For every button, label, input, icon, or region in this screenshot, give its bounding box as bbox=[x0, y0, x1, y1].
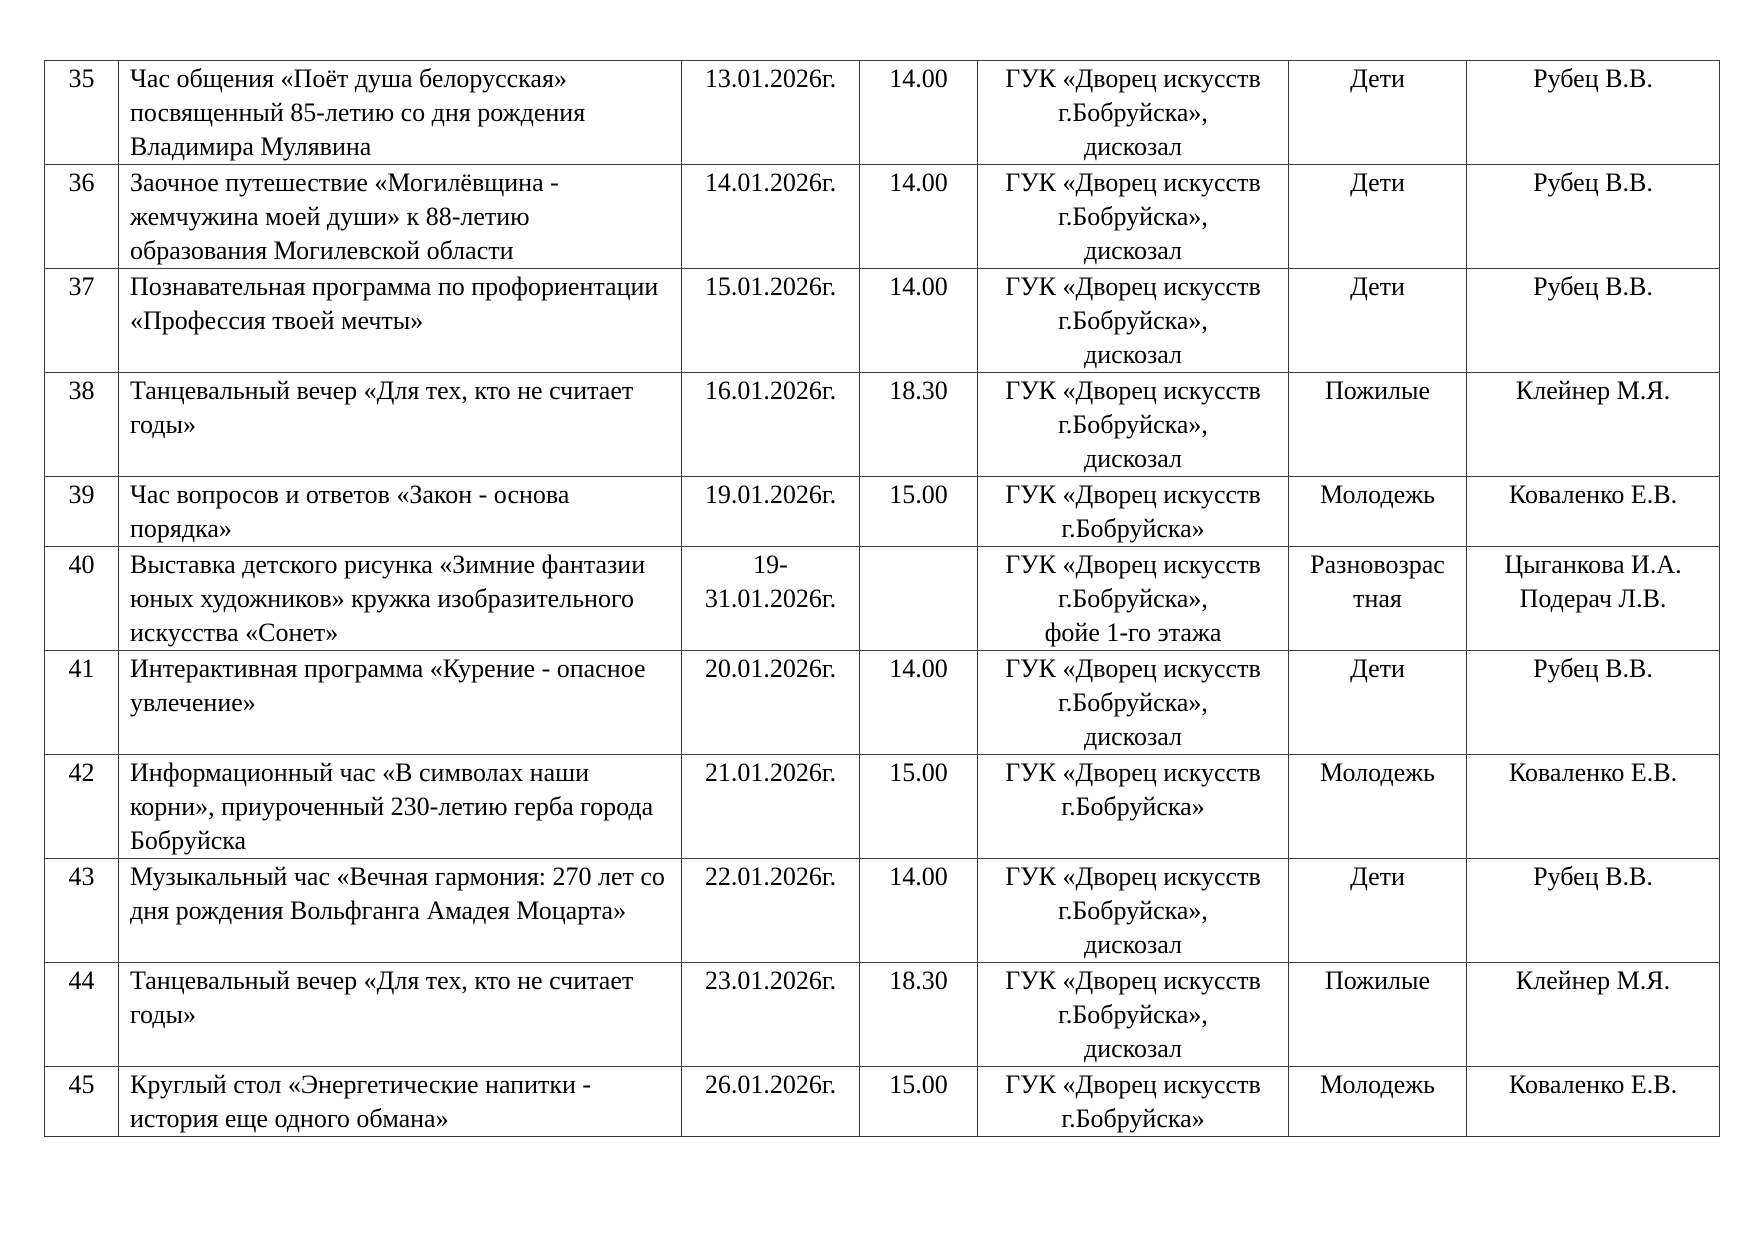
event-place-line: г.Бобруйска», bbox=[1058, 896, 1208, 925]
event-place-line: дискозал bbox=[1083, 444, 1182, 473]
event-place-line: г.Бобруйска» bbox=[1061, 1104, 1205, 1133]
event-place-line: дискозал bbox=[1083, 340, 1182, 369]
event-time-cell bbox=[860, 477, 978, 547]
row-number: 42 bbox=[68, 758, 95, 787]
event-time-cell bbox=[860, 755, 978, 859]
row-number: 45 bbox=[68, 1070, 95, 1099]
event-title-cell bbox=[119, 651, 682, 755]
event-time: 14.00 bbox=[889, 862, 948, 891]
row-number: 44 bbox=[68, 966, 95, 995]
event-date-line: 19.01.2026г. bbox=[704, 480, 837, 509]
event-responsible-cell bbox=[1467, 165, 1720, 269]
event-place-line: ГУК «Дворец искусств bbox=[1005, 168, 1261, 197]
event-audience-line: Дети bbox=[1350, 168, 1405, 197]
event-responsible-cell bbox=[1467, 963, 1720, 1067]
event-title-cell bbox=[119, 165, 682, 269]
event-place-line: ГУК «Дворец искусств bbox=[1005, 758, 1261, 787]
row-number-cell bbox=[45, 1067, 119, 1137]
event-date-line: 22.01.2026г. bbox=[704, 862, 837, 891]
table-row bbox=[45, 373, 1720, 477]
table-row bbox=[45, 61, 1720, 165]
event-place-line: ГУК «Дворец искусств bbox=[1005, 272, 1261, 301]
row-number-cell bbox=[45, 269, 119, 373]
event-title: Круглый стол «Энергетические напитки - история еще одного обмана» bbox=[130, 1070, 592, 1133]
event-responsible-line: Подерач Л.В. bbox=[1519, 584, 1667, 613]
event-date-cell bbox=[682, 269, 860, 373]
event-title-cell bbox=[119, 547, 682, 651]
event-place-line: г.Бобруйска», bbox=[1058, 584, 1208, 613]
event-date-cell bbox=[682, 755, 860, 859]
event-time: 15.00 bbox=[889, 1070, 948, 1099]
event-audience-line: Разновозрас bbox=[1310, 550, 1445, 579]
event-responsible-line: Рубец В.В. bbox=[1533, 64, 1653, 93]
event-place-line: г.Бобруйска» bbox=[1061, 792, 1205, 821]
table-row bbox=[45, 547, 1720, 651]
event-time-cell bbox=[860, 61, 978, 165]
event-responsible-line: Рубец В.В. bbox=[1533, 862, 1653, 891]
event-audience-cell bbox=[1289, 963, 1467, 1067]
event-audience-cell bbox=[1289, 547, 1467, 651]
row-number: 37 bbox=[68, 272, 95, 301]
event-title: Музыкальный час «Вечная гармония: 270 лет со дня рождения Вольфганга Амадея Моцарта» bbox=[130, 862, 665, 925]
event-title: Познавательная программа по профориентации «Профессия твоей мечты» bbox=[130, 272, 659, 335]
event-responsible-line: Рубец В.В. bbox=[1533, 168, 1653, 197]
event-responsible-line: Клейнер М.Я. bbox=[1515, 966, 1671, 995]
row-number-cell bbox=[45, 859, 119, 963]
row-number-cell bbox=[45, 61, 119, 165]
event-title: Час общения «Поёт душа белорусская» посвященный 85-летию со дня рождения Владимира Мулявина bbox=[130, 64, 586, 161]
event-date-line: 21.01.2026г. bbox=[704, 758, 837, 787]
event-date-cell bbox=[682, 61, 860, 165]
table-row bbox=[45, 755, 1720, 859]
event-responsible-line: Рубец В.В. bbox=[1533, 272, 1653, 301]
event-date-line: 15.01.2026г. bbox=[704, 272, 837, 301]
event-place-line: дискозал bbox=[1083, 930, 1182, 959]
event-responsible-cell bbox=[1467, 651, 1720, 755]
event-date-cell bbox=[682, 373, 860, 477]
event-time: 18.30 bbox=[889, 376, 948, 405]
table-row bbox=[45, 963, 1720, 1067]
event-place-line: ГУК «Дворец искусств bbox=[1005, 1070, 1261, 1099]
event-title-cell bbox=[119, 477, 682, 547]
event-audience-line: Молодежь bbox=[1320, 758, 1435, 787]
event-title: Танцевальный вечер «Для тех, кто не считает годы» bbox=[130, 376, 634, 439]
row-number-cell bbox=[45, 373, 119, 477]
row-number: 36 bbox=[68, 168, 95, 197]
event-title-cell bbox=[119, 755, 682, 859]
event-place-line: г.Бобруйска», bbox=[1058, 688, 1208, 717]
event-date-cell bbox=[682, 963, 860, 1067]
row-number: 43 bbox=[68, 862, 95, 891]
event-time: 14.00 bbox=[889, 64, 948, 93]
events-table-body bbox=[45, 61, 1720, 1137]
event-place-cell bbox=[978, 547, 1289, 651]
event-audience-cell bbox=[1289, 859, 1467, 963]
event-place-line: ГУК «Дворец искусств bbox=[1005, 862, 1261, 891]
event-responsible-line: Клейнер М.Я. bbox=[1515, 376, 1671, 405]
event-place-line: ГУК «Дворец искусств bbox=[1005, 966, 1261, 995]
table-row bbox=[45, 859, 1720, 963]
row-number-cell bbox=[45, 963, 119, 1067]
row-number: 38 bbox=[68, 376, 95, 405]
event-responsible-cell bbox=[1467, 373, 1720, 477]
event-place-cell bbox=[978, 165, 1289, 269]
event-audience-line: Пожилые bbox=[1325, 966, 1430, 995]
event-responsible-cell bbox=[1467, 547, 1720, 651]
events-table bbox=[44, 60, 1720, 1137]
event-place-line: дискозал bbox=[1083, 132, 1182, 161]
event-place-line: дискозал bbox=[1083, 236, 1182, 265]
event-audience-line: тная bbox=[1353, 584, 1402, 613]
event-date-line: 14.01.2026г. bbox=[704, 168, 837, 197]
event-date-line: 16.01.2026г. bbox=[704, 376, 837, 405]
event-time: 14.00 bbox=[889, 272, 948, 301]
event-time-cell bbox=[860, 373, 978, 477]
event-responsible-cell bbox=[1467, 61, 1720, 165]
event-responsible-line: Коваленко Е.В. bbox=[1508, 480, 1678, 509]
event-time: 15.00 bbox=[889, 480, 948, 509]
event-place-line: г.Бобруйска», bbox=[1058, 306, 1208, 335]
event-place-line: фойе 1-го этажа bbox=[1044, 618, 1222, 647]
event-time-cell bbox=[860, 963, 978, 1067]
event-date-line: 20.01.2026г. bbox=[704, 654, 837, 683]
event-time: 15.00 bbox=[889, 758, 948, 787]
row-number: 40 bbox=[68, 550, 95, 579]
event-time-cell bbox=[860, 1067, 978, 1137]
event-title: Час вопросов и ответов «Закон - основа порядка» bbox=[130, 480, 570, 543]
event-place-line: ГУК «Дворец искусств bbox=[1005, 64, 1261, 93]
event-date-cell bbox=[682, 859, 860, 963]
event-place-line: г.Бобруйска», bbox=[1058, 410, 1208, 439]
event-date-line: 19- bbox=[753, 550, 788, 579]
event-time-cell bbox=[860, 547, 978, 651]
event-date-cell bbox=[682, 477, 860, 547]
row-number-cell bbox=[45, 165, 119, 269]
event-title: Выставка детского рисунка «Зимние фантазии юных художников» кружка изобразительного искусства «Сонет» bbox=[130, 550, 646, 647]
event-audience-line: Дети bbox=[1350, 272, 1405, 301]
row-number: 35 bbox=[68, 64, 95, 93]
event-place-line: ГУК «Дворец искусств bbox=[1005, 376, 1261, 405]
event-date-cell bbox=[682, 1067, 860, 1137]
event-place-line: дискозал bbox=[1083, 722, 1182, 751]
event-audience-line: Дети bbox=[1350, 64, 1405, 93]
event-time: 18.30 bbox=[889, 966, 948, 995]
event-audience-cell bbox=[1289, 651, 1467, 755]
event-place-cell bbox=[978, 61, 1289, 165]
event-time: 14.00 bbox=[889, 168, 948, 197]
event-place-line: ГУК «Дворец искусств bbox=[1005, 654, 1261, 683]
event-audience-cell bbox=[1289, 165, 1467, 269]
event-place-cell bbox=[978, 373, 1289, 477]
event-responsible-cell bbox=[1467, 269, 1720, 373]
event-title: Заочное путешествие «Могилёвщина - жемчужина моей души» к 88-летию образования Могилевской области bbox=[130, 168, 559, 265]
event-time-cell bbox=[860, 859, 978, 963]
event-time-cell bbox=[860, 165, 978, 269]
event-place-line: г.Бобруйска» bbox=[1061, 514, 1205, 543]
event-audience-line: Дети bbox=[1350, 862, 1405, 891]
row-number-cell bbox=[45, 477, 119, 547]
event-audience-cell bbox=[1289, 61, 1467, 165]
event-place-line: ГУК «Дворец искусств bbox=[1005, 550, 1261, 579]
event-place-cell bbox=[978, 859, 1289, 963]
event-date-cell bbox=[682, 165, 860, 269]
row-number: 41 bbox=[68, 654, 95, 683]
event-audience-cell bbox=[1289, 1067, 1467, 1137]
event-place-cell bbox=[978, 269, 1289, 373]
event-time-cell bbox=[860, 651, 978, 755]
event-time-cell bbox=[860, 269, 978, 373]
event-date-line: 31.01.2026г. bbox=[704, 584, 837, 613]
event-place-line: ГУК «Дворец искусств bbox=[1005, 480, 1261, 509]
event-title-cell bbox=[119, 859, 682, 963]
event-responsible-line: Коваленко Е.В. bbox=[1508, 1070, 1678, 1099]
event-audience-line: Пожилые bbox=[1325, 376, 1430, 405]
event-time: 14.00 bbox=[889, 654, 948, 683]
event-audience-cell bbox=[1289, 477, 1467, 547]
event-place-line: г.Бобруйска», bbox=[1058, 1000, 1208, 1029]
event-place-cell bbox=[978, 477, 1289, 547]
event-title-cell bbox=[119, 373, 682, 477]
table-row bbox=[45, 1067, 1720, 1137]
event-title: Информационный час «В символах наши корни», приуроченный 230-летию герба города Бобруйска bbox=[130, 758, 654, 855]
event-audience-line: Молодежь bbox=[1320, 480, 1435, 509]
table-row bbox=[45, 651, 1720, 755]
event-title: Интерактивная программа «Курение - опасное увлечение» bbox=[130, 654, 646, 717]
event-title: Танцевальный вечер «Для тех, кто не считает годы» bbox=[130, 966, 634, 1029]
event-audience-line: Дети bbox=[1350, 654, 1405, 683]
row-number: 39 bbox=[68, 480, 95, 509]
event-title-cell bbox=[119, 1067, 682, 1137]
row-number-cell bbox=[45, 755, 119, 859]
event-audience-cell bbox=[1289, 373, 1467, 477]
event-responsible-cell bbox=[1467, 477, 1720, 547]
event-place-cell bbox=[978, 963, 1289, 1067]
event-date-line: 23.01.2026г. bbox=[704, 966, 837, 995]
row-number-cell bbox=[45, 651, 119, 755]
event-title-cell bbox=[119, 963, 682, 1067]
event-responsible-line: Рубец В.В. bbox=[1533, 654, 1653, 683]
event-title-cell bbox=[119, 61, 682, 165]
event-date-line: 13.01.2026г. bbox=[704, 64, 837, 93]
event-date-cell bbox=[682, 547, 860, 651]
event-date-cell bbox=[682, 651, 860, 755]
event-place-cell bbox=[978, 651, 1289, 755]
event-audience-line: Молодежь bbox=[1320, 1070, 1435, 1099]
event-place-line: г.Бобруйска», bbox=[1058, 202, 1208, 231]
table-row bbox=[45, 477, 1720, 547]
event-place-line: дискозал bbox=[1083, 1034, 1182, 1063]
event-place-cell bbox=[978, 755, 1289, 859]
event-place-line: г.Бобруйска», bbox=[1058, 98, 1208, 127]
event-audience-cell bbox=[1289, 755, 1467, 859]
event-date-line: 26.01.2026г. bbox=[704, 1070, 837, 1099]
table-row bbox=[45, 165, 1720, 269]
event-responsible-cell bbox=[1467, 755, 1720, 859]
event-place-cell bbox=[978, 1067, 1289, 1137]
event-responsible-cell bbox=[1467, 859, 1720, 963]
event-title-cell bbox=[119, 269, 682, 373]
event-audience-cell bbox=[1289, 269, 1467, 373]
row-number-cell bbox=[45, 547, 119, 651]
event-responsible-cell bbox=[1467, 1067, 1720, 1137]
table-row bbox=[45, 269, 1720, 373]
event-responsible-line: Коваленко Е.В. bbox=[1508, 758, 1678, 787]
event-responsible-line: Цыганкова И.А. bbox=[1504, 550, 1682, 579]
